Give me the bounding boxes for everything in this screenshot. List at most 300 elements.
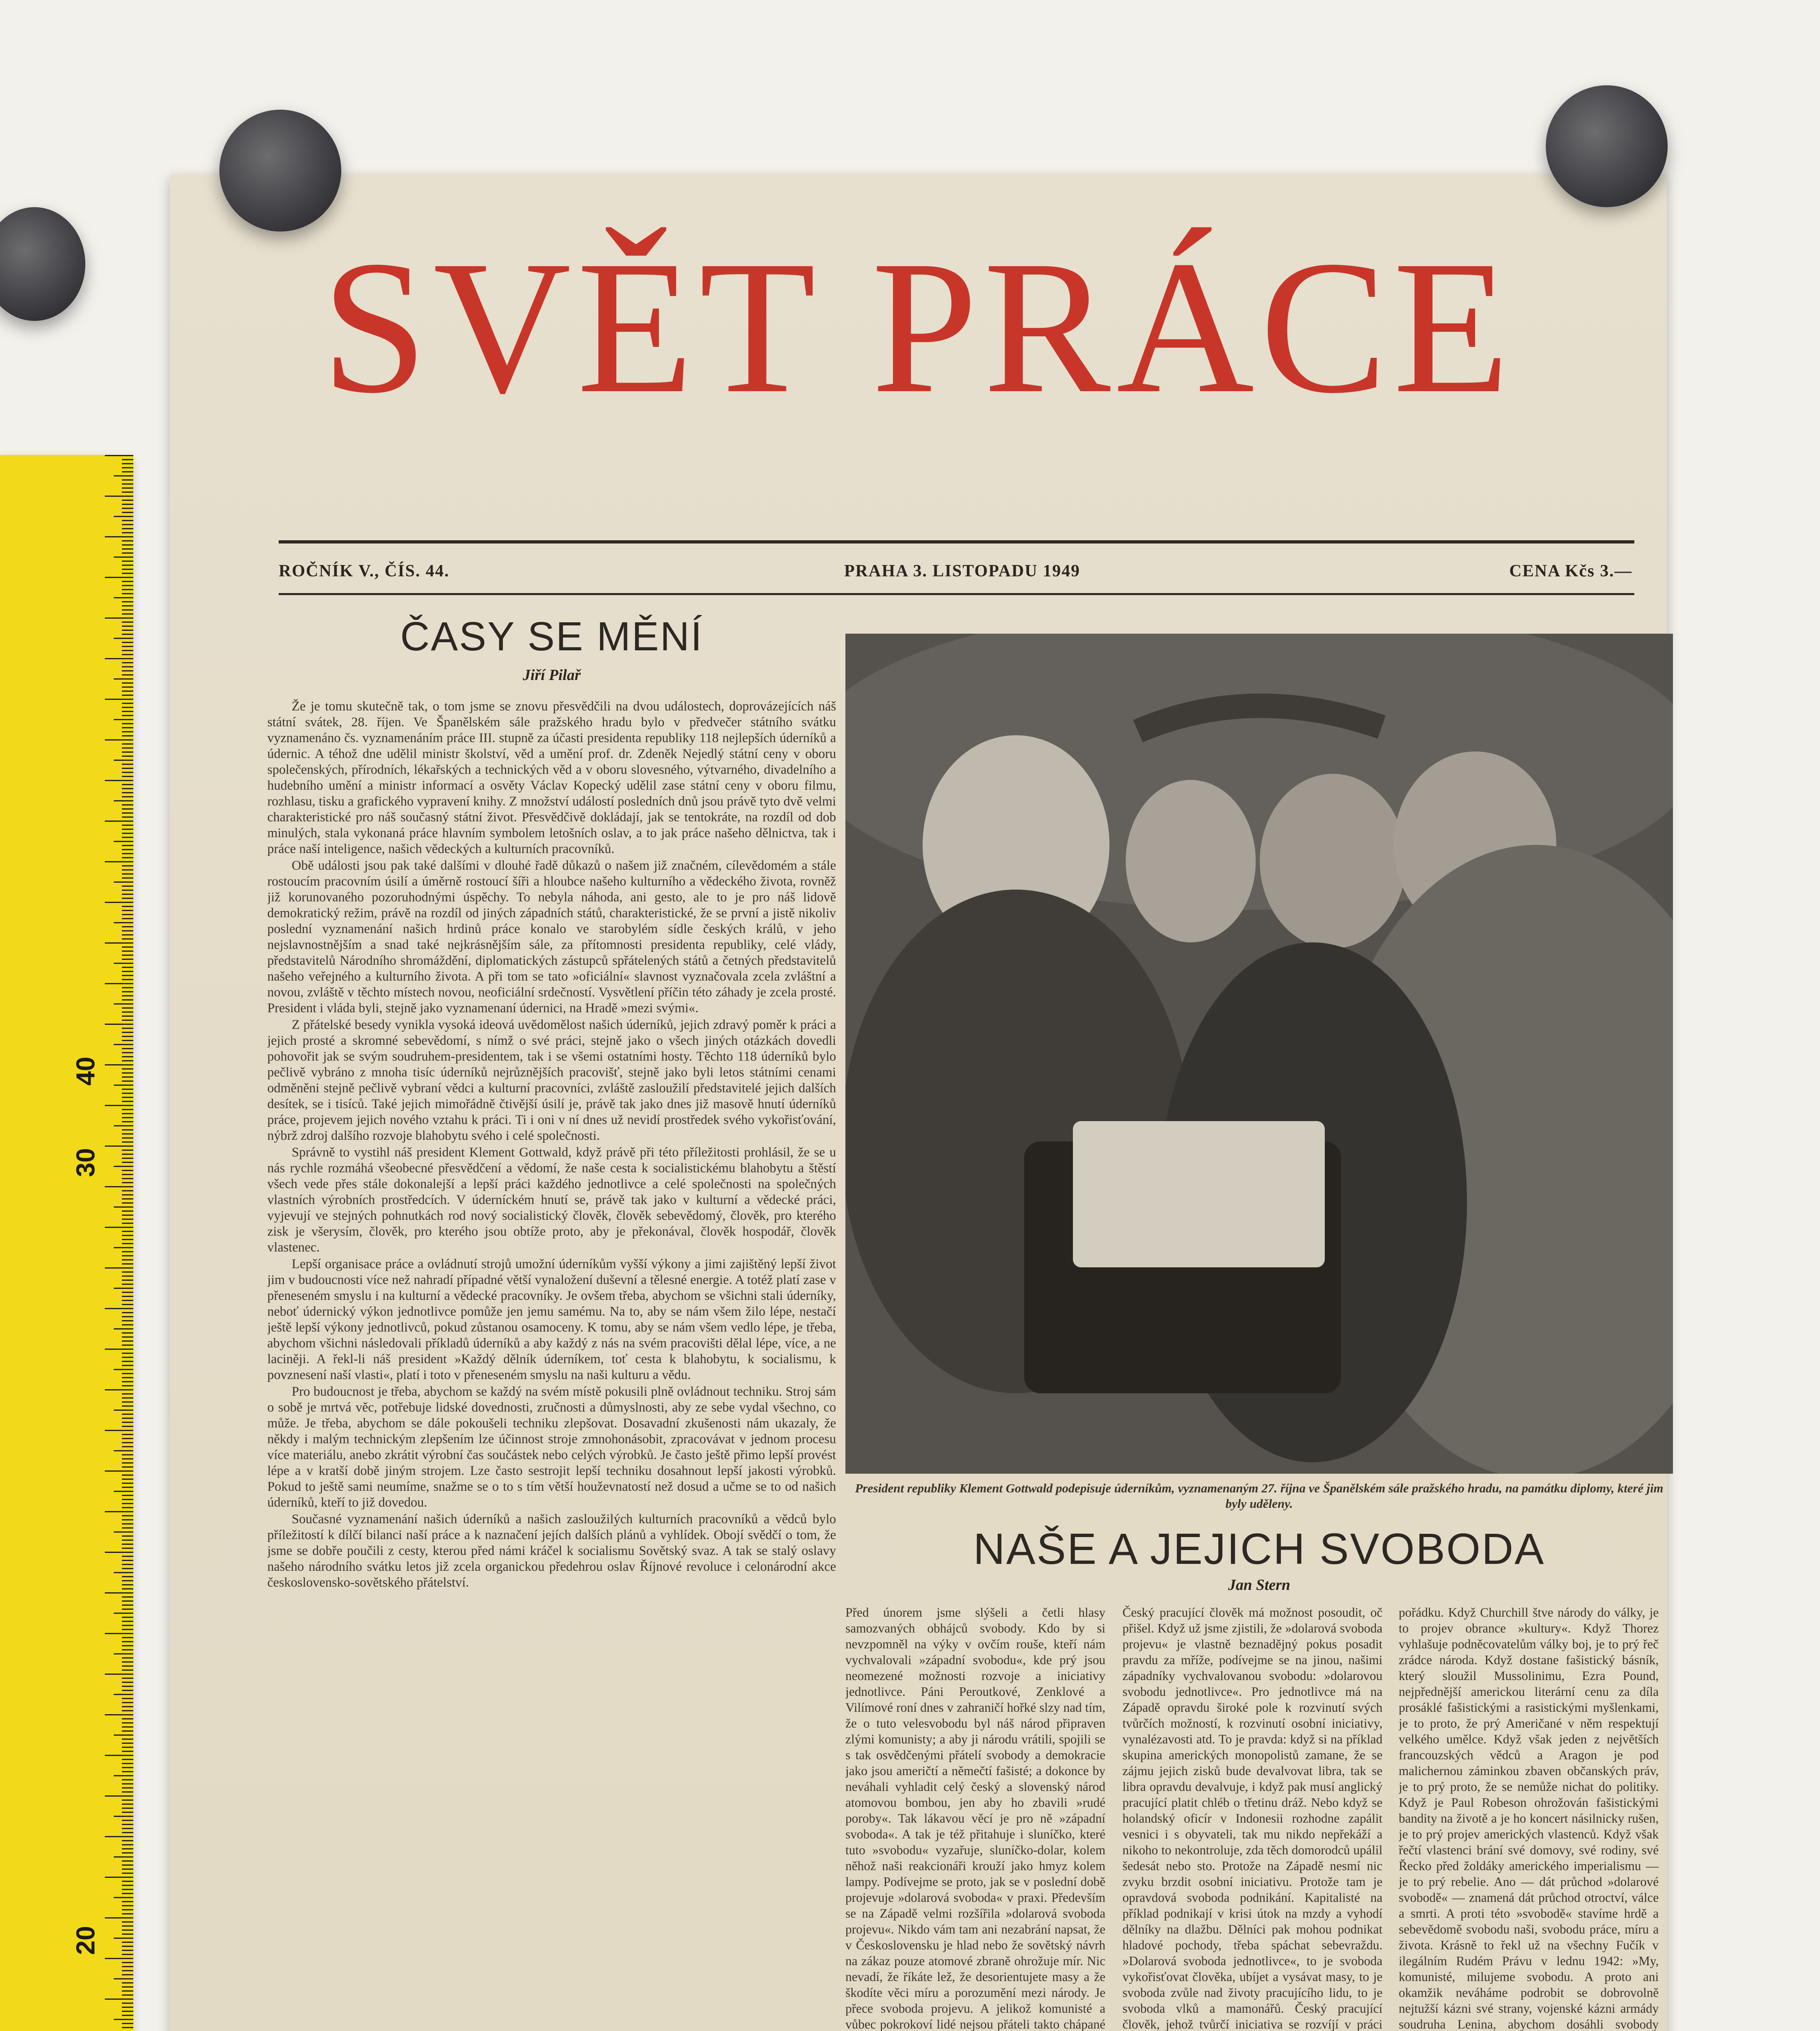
ruler-tick [122, 1032, 133, 1033]
ruler-tick [114, 1978, 133, 1979]
ruler-tick [122, 1052, 133, 1053]
ruler-tick [122, 1763, 133, 1764]
ruler-tick [122, 1296, 133, 1297]
ruler-tick [122, 1706, 133, 1707]
ruler-tick [122, 1905, 133, 1906]
ruler-tick [122, 1568, 133, 1569]
ruler-tick [122, 825, 133, 826]
article-column: Před únorem jsme slýšeli a četli hlasy samozvaných obhájců svobody. Kdo by si nevzpomněl na výky v ovčím rouše, kteří nám vychvalovali »západní svobodu«, kde prý jsou neomezené možnosti rozvoje a iniciativy jednotlivce. Páni Peroutkové, Zenklové a Vilímové roní dnes v zahraničí hořké slzy nad tím, že o tuto velesvobodu byl náš národ připraven zlými komunisty; a aby ji národu vrátili, spojili se s tak osvědčenými přátelí svobody a demokracie jako jsou američtí a němečtí fašisté; a dokonce by neváhali vyhladit celý český a slovenský národ atomovou bombou, jen aby ho zbavili »rudé poroby«. Tak lákavou věcí je pro ně »západní svoboda«. A tak je též přitahuje i sluníčko, které tuto »svobodu« vyzařuje, sluníčko-dolar, kolem něhož naši reakcionáři krouží jako hmyz kolem lampy. Podívejme se proto, jak se v poslední době projevuje »dolarová svoboda« v praxi. Především se na Západě velmi rozšířila »dolarová svoboda projevu«. Nikdo vám tam ani nezabrání napsat, že v Československu je hlad nebo že sovětský návrh na zákaz pouze atomové zbraně ohrožuje mír. Nic nevadí, že říkáte lež, že desorientujete masy a že škodíte věci míru a porozumění mezi národy. Je přece svoboda projevu. A jelikož komunisté a vůbec pokrokoví lidé nejsou přáteli takto chápané [845, 1605, 1105, 2031]
ruler-tick [122, 1458, 133, 1459]
ruler-tick [122, 544, 133, 546]
article-headline: ČASY SE MĚNÍ [400, 614, 703, 659]
ruler-tick [122, 1503, 133, 1504]
ruler-tick [122, 1007, 133, 1009]
ruler-tick [105, 1430, 133, 1431]
ruler-tick [122, 707, 133, 708]
ruler-tick [114, 1653, 133, 1654]
ruler-tick [122, 1625, 133, 1626]
ruler-tick [122, 1986, 133, 1988]
ruler-tick [105, 1349, 133, 1350]
ruler-tick [122, 991, 133, 992]
ruler-tick [122, 695, 133, 696]
ruler-tick [122, 1682, 133, 1683]
ruler-tick [122, 853, 133, 854]
ruler-tick [122, 483, 133, 485]
ruler-tick [105, 1999, 133, 2000]
ruler-tick [122, 1828, 133, 1829]
ruler-tick [122, 1527, 133, 1529]
ruler-tick [122, 487, 133, 489]
ruler-tick [122, 1381, 133, 1382]
paragraph: Současné vyznamenání našich úderníků a našich zasloužilých kulturních pracovníků a vědců bylo příležitostí k dílčí bilanci naší práce a k naznačení jejích dalších plánů a vyhlídek. Obojí svědčí o tom, že jsme se dobře poučili z cesty, kterou před námi kráčel k socialismu Sovětský svaz. A tak se stalý oslavy našeho národního svátku letos již zcela organickou předehrou oslav Říjnové revoluce i celonárodní akce československo-sovětského přátelství. [267, 1512, 836, 1590]
ruler-tick [122, 776, 133, 777]
ruler-tick [114, 1897, 133, 1898]
ruler-tick [122, 593, 133, 594]
ruler-tick [122, 1109, 133, 1110]
ruler-tick [122, 1645, 133, 1646]
ruler-tick [122, 1072, 133, 1074]
ruler-tick [122, 1873, 133, 1874]
ruler-tick [122, 1722, 133, 1724]
ruler-tick [122, 1280, 133, 1281]
ruler-tick [105, 821, 133, 822]
ruler-tick [105, 455, 133, 456]
ruler-tick [122, 955, 133, 956]
ruler-tick [122, 1097, 133, 1098]
ruler-tick [122, 1804, 133, 1805]
ruler-tick [122, 642, 133, 643]
ruler-tick [105, 1552, 133, 1553]
ruler-tick [105, 861, 133, 862]
ruler-tick [105, 739, 133, 741]
ruler-tick [114, 1450, 133, 1451]
ruler-tick [122, 654, 133, 655]
ruler-tick [122, 1739, 133, 1740]
ruler-tick [122, 1901, 133, 1902]
ruler-tick [122, 1353, 133, 1354]
ruler-tick [122, 1434, 133, 1435]
ruler-tick [122, 1162, 133, 1163]
ruler-tick [122, 1661, 133, 1663]
ruler-tick [122, 772, 133, 773]
ruler-tick [122, 833, 133, 834]
ruler-tick [122, 1970, 133, 1971]
ruler-tick [122, 1974, 133, 1975]
ruler-tick [105, 902, 133, 903]
ruler-tick [122, 1223, 133, 1224]
paragraph: Že je tomu skutečně tak, o tom jsme se znovu přesvědčili na dvou událostech, doprovázejících náš státní svátek, 28. říjen. Ve Španělském sále pražského hradu bylo v předvečer státního svátku vyznamenáno čs. vyznamenáním práce III. stupně za účasti presidenta republiky 118 nejlepších úderníků a údernic. A téhož dne udělil ministr školství, věd a umění prof. dr. Zdeněk Nejedlý státní ceny v oboru společenských, přírodních, lékařských a technických věd a v oboru slovesného, výtvarného, divadelního a hudebního umění a ministr informací a osvěty Václav Kopecký udělil zase státní ceny v oboru filmu, rozhlasu, tisku a grafického vypravení knihy. Z množství událostí posledních dnů jsou právě tyto dvě velmi charakteristické pro náš současný státní život. Přesvědčivě dokládají, jak se tentokráte, na rozdíl od dob minulých, stala vykonaná práce hlavním symbolem letošních oslav, a to jak práce našeho dělnictva, tak i práce naší inteligence, našich vědeckých a kulturních pracovníků. [267, 699, 836, 856]
ruler-tick [122, 764, 133, 765]
ruler-tick [122, 1487, 133, 1488]
ruler-tick [105, 983, 133, 984]
ruler-tick [122, 1446, 133, 1447]
ruler-tick [122, 747, 133, 749]
ruler-tick [114, 1775, 133, 1776]
ruler-tick [122, 1690, 133, 1691]
ruler-tick [122, 1499, 133, 1500]
ruler-tick [105, 658, 133, 659]
ruler-tick [114, 841, 133, 842]
ruler-tick [122, 1178, 133, 1179]
ruler-tick [122, 573, 133, 574]
ruler-tick [122, 1304, 133, 1305]
ruler-tick [122, 1710, 133, 1711]
ruler-tick [122, 1885, 133, 1886]
ruler-tick [122, 1154, 133, 1155]
ruler-tick [122, 1942, 133, 1943]
ruler-tick [105, 536, 133, 537]
ruler-tick [122, 906, 133, 907]
ruler-tick [122, 837, 133, 838]
ruler-tick [122, 1235, 133, 1236]
ruler-tick [122, 1588, 133, 1589]
ruler-tick [122, 816, 133, 818]
ruler-tick [122, 1584, 133, 1585]
ruler-tick [114, 1206, 133, 1208]
ruler-tick [122, 605, 133, 606]
ruler-number: 20 [71, 1926, 100, 1955]
ruler-tick [122, 1028, 133, 1029]
ruler-tick [122, 971, 133, 972]
ruler-tick [122, 520, 133, 521]
ruler-tick [114, 1247, 133, 1248]
ruler-tick [105, 1470, 133, 1472]
ruler-tick [122, 662, 133, 663]
ruler-tick [114, 1288, 133, 1289]
magnet [1546, 85, 1668, 207]
ruler-tick [122, 788, 133, 789]
masthead: SVĚT PRÁCE [321, 221, 1515, 433]
ruler-tick [122, 1263, 133, 1265]
ruler-tick [122, 926, 133, 927]
ruler-tick [122, 613, 133, 615]
ruler-tick [105, 1877, 133, 1878]
ruler-tick [114, 1328, 133, 1329]
ruler-tick [122, 569, 133, 570]
ruler-tick [122, 1259, 133, 1260]
ruler-tick [114, 963, 133, 964]
ruler-tick [122, 967, 133, 968]
ruler-tick [122, 621, 133, 623]
photo-illustration [845, 634, 1673, 1474]
ruler-tick [122, 585, 133, 586]
ruler-tick [122, 1751, 133, 1752]
ruler-tick [122, 1824, 133, 1825]
ruler-tick [122, 2015, 133, 2016]
ruler-tick [122, 1812, 133, 1813]
article-headline: NAŠE A JEJICH SVOBODA [973, 1524, 1545, 1573]
ruler-tick [122, 1345, 133, 1346]
ruler-tick [105, 1836, 133, 1837]
ruler-tick [122, 1336, 133, 1338]
ruler-tick [122, 1182, 133, 1183]
paragraph: Z přátelské besedy vynikla vysoká ideová uvědomělost našich úderníků, jejich zdravý poměr k práci a jejich prosté a skromné sebevědomí, s nímž o své práci, stejně jako o všech jiných otázkách dovedli pohovořit jak se svým soudruhem-presidentem, tak i se všemi ostatními hosty. Těchto 118 úderníků bylo pečlivě vybráno z mnoha tisíc úderníků nejrůznějších pracovišť, stejně jako byli letos státními cenami odměněni stejně pečlivě vybraní vědci a kulturní pracovníci, zvláště zasloužilí představitelé jejich dalších desítek, se i tisíců. Také jejich mimořádně čtivější úsilí je, právě tak jako dnes již masově hnutí úderníků práce, projevem jejich nového vztahu k práci. Ti i oni v ní dnes už nevidí prostředek svého vykořisťování, nýbrž zdroj dalšího rozvoje blahobytu svého i celé společnosti. [267, 1018, 836, 1143]
article-byline: Jiří Pilař [522, 667, 581, 684]
ruler-tick [122, 1414, 133, 1415]
ruler-tick [105, 617, 133, 619]
ruler-tick [122, 792, 133, 793]
ruler-tick [122, 1275, 133, 1277]
ruler-tick [114, 597, 133, 598]
ruler-tick [122, 1848, 133, 1849]
paragraph: Obě události jsou pak také dalšími v dlouhé řadě důkazů o našem již značném, cílevědomém a stále rostoucím pracovním úsilí a úměrně rostoucí šíři a hloubce našeho kulturního a vědeckého života, rovněž již korunovaného pozoruhodnými úspěchy. To nebyla náhoda, ani gesto, ale to je pro náš lidově demokratický režim, právě na rozdíl od jiných západních států, charakteristické, že se první a jistě nikoliv poslední vyznamenání našich hrdinů práce konalo ve starobylém sídle českých králů, v jeho nejslavnostnějším a snad také nejkrásnějším sále, za přítomnosti presidenta republiky, celé vlády, představitelů Národního shromáždění, diplomatických zástupců spřátelených států a četných představitelů našeho veřejného a kulturního života. A při tom se tato »oficiální« slavnost vyznačovala zcela zvláštní a novou, zvláště v těchto místech novou, neoficiální srdečností. Vysvětlení příčin této záhady je zcela prosté. President i vláda byli, stejně jako vyznamenaní údernici, na Hradě »mezi svými«. [267, 858, 836, 1016]
ruler-tick [122, 670, 133, 671]
ruler-tick [122, 1016, 133, 1017]
ruler-tick [122, 1292, 133, 1293]
ruler-tick [122, 1137, 133, 1139]
ruler-tick [122, 1860, 133, 1862]
ruler-tick [122, 930, 133, 931]
ruler-tick [105, 1795, 133, 1797]
ruler-tick [122, 1869, 133, 1870]
ruler-tick [114, 638, 133, 639]
ruler-tick [122, 1466, 133, 1468]
ruler-tick [122, 1893, 133, 1894]
ruler-tick [122, 2003, 133, 2004]
ruler-tick [122, 999, 133, 1000]
ruler-tick [122, 650, 133, 651]
ruler-tick [105, 699, 133, 700]
ruler-tick [122, 987, 133, 988]
ruler-tick [122, 1580, 133, 1581]
magnet [0, 207, 85, 321]
news-photo [845, 634, 1673, 1474]
ruler-tick [122, 735, 133, 736]
ruler-tick [122, 1864, 133, 1866]
ruler-tick [114, 881, 133, 883]
ruler-tick [122, 1393, 133, 1394]
ruler-tick [122, 512, 133, 513]
ruler-tick [122, 1791, 133, 1793]
ruler-tick [114, 1369, 133, 1370]
ruler-tick [122, 1190, 133, 1191]
paragraph: Pro budoucnost je třeba, abychom se každý na svém místě pokusili plně ovládnout techniku. Stroj sám o sobě je mrtvá věc, potřebuje lidské dovednosti, zručnosti a důmyslnosti, aby ze sebe vydal všechno, co může. Je třeba, abychom se dále pokoušeli techniku zlepšovat. Dosavadní zkušenosti nám ukazaly, že někdy i malým technickým zlepšením lze účinnost stroje zmnohonásobit, zpracovávat v jednom procesu více materiálu, anebo zkrátit výrobní čas součástek nebo celých výrobků. Je často ještě přimo lepší provést lépe a v kratší době jiným strojem. Lze často sestrojit lepší techniku dosahnout lepší jakosti výrobků. Pokud to ještě sami neumíme, snažme se o to s tím větší houževnatostí než dosud a učme se to od našich úderníků, kteří to již dovedou. [267, 1384, 836, 1510]
ruler-tick [122, 1564, 133, 1565]
ruler-tick [122, 686, 133, 688]
ruler-tick [122, 471, 133, 472]
ruler-tick [114, 1085, 133, 1086]
ruler-tick [122, 808, 133, 810]
ruler-tick [122, 1215, 133, 1216]
ruler-tick [122, 1121, 133, 1122]
ruler-tick [122, 1617, 133, 1618]
ruler-tick [122, 995, 133, 996]
ruler-tick [122, 1743, 133, 1744]
ruler-tick [122, 751, 133, 753]
ruler-tick [122, 1198, 133, 1200]
article-column: Český pracující člověk má možnost posoudit, oč přišel. Když už jsme zjistili, že »dolarová svoboda projevu« je vlastně beznadějný pokus posadit pravdu za mříže, podívejme se na jinou, našimi západníky vychvalovanou svobodu: »dolarovou svobodu jednotlivce«. Pro jednotlivce má na Západě opravdu široké pole k rozvinutí svých tvůrčích možností, k rozvinutí osobní iniciativy, vynalézavosti atd. To je pravda: když si na příklad skupina amerických monopolistů zamane, že se zájmu jejich zisků bude devalvovat libra, tak se libra opravdu devalvuje, i když pak musí anglický pracující platit chléb o třetinu dráž. Nebo když se holandský oficír v Indonesii rozhodne zapálit vesnici i s obyvateli, tak mu nikdo nepřekáží a nikoho to nekontroluje, zda těch domorodců upálil šedesát nebo sto. Protože na Západě nesmí nic zvyku brzdit osobní iniciativu. Protože tam je opravdová svoboda podnikání. Kapitalisté na příklad podnikají v krisi útok na mzdy a vyhodí dělníky na dlažbu. Dělníci pak mohou podnikat hladové pochody, třeba spáchat sebevraždu. »Dolarová svoboda jednotlivce«, to je svoboda vykořisťovat člověka, ubíjet a vysávat masy, to je svoboda zvůle nad životy pracujícího lidu, to je svoboda vlků a mamonářů. Český pracující člověk, jehož tvůrčí iniciativa se rozvíjí v práci [1122, 1605, 1382, 2031]
ruler-tick [122, 918, 133, 919]
ruler-tick [122, 1158, 133, 1159]
ruler-tick [114, 1125, 133, 1126]
ruler-tick [122, 1255, 133, 1256]
ruler-tick [122, 1718, 133, 1719]
ruler-tick [122, 1779, 133, 1780]
ruler-tick [122, 601, 133, 602]
ruler-tick [122, 1373, 133, 1374]
ruler-tick [122, 1150, 133, 1151]
ruler-tick [122, 1174, 133, 1175]
ruler-tick [122, 1840, 133, 1841]
ruler-tick [122, 812, 133, 814]
ruler-tick [105, 1105, 133, 1106]
ruler-tick [122, 1921, 133, 1923]
ruler-tick [122, 1170, 133, 1171]
ruler-tick [122, 459, 133, 460]
ruler-tick [105, 1511, 133, 1512]
ruler-tick [122, 979, 133, 980]
ruler-number: 30 [71, 1148, 100, 1177]
article-byline: Jan Stern [1228, 1576, 1291, 1594]
ruler-tick [122, 1519, 133, 1520]
ruler-tick [105, 496, 133, 497]
ruler-tick [122, 552, 133, 554]
ruler-tick [122, 1767, 133, 1768]
ruler-tick [114, 475, 133, 476]
ruler-tick [122, 910, 133, 911]
ruler-tick [114, 800, 133, 801]
ruler-tick [122, 1401, 133, 1403]
ruler-tick [122, 1340, 133, 1342]
ruler-tick [122, 463, 133, 464]
ruler-tick [114, 556, 133, 558]
ruler-tick [122, 804, 133, 805]
ruler-tick [122, 1994, 133, 1996]
ruler-tick [122, 1820, 133, 1821]
ruler-tick [105, 1227, 133, 1228]
ruler-tick [122, 784, 133, 785]
ruler-tick [122, 1060, 133, 1061]
ruler-tick [114, 516, 133, 517]
ruler-tick [105, 942, 133, 944]
ruler-tick [122, 768, 133, 769]
ruler-tick [122, 589, 133, 590]
ruler-tick [114, 2019, 133, 2020]
ruler-tick [105, 1958, 133, 1959]
ruler-tick [122, 1596, 133, 1598]
ruler-tick [114, 1410, 133, 1411]
ruler-tick [122, 1726, 133, 1728]
ruler-tick [114, 1938, 133, 1939]
ruler-tick [122, 1881, 133, 1882]
ruler-tick [122, 1418, 133, 1419]
ruler-tick [122, 894, 133, 895]
ruler-tick [122, 938, 133, 940]
ruler-tick [122, 1799, 133, 1801]
ruler-tick [122, 548, 133, 550]
ruler-tick [122, 1913, 133, 1914]
ruler-tick [122, 508, 133, 509]
ruler-tick [122, 2011, 133, 2012]
ruler-tick [122, 646, 133, 647]
ruler-tick [122, 1479, 133, 1480]
ruler-tick [114, 760, 133, 761]
ruler-tick [122, 1621, 133, 1622]
ruler-tick [122, 1320, 133, 1321]
ruler-tick [122, 951, 133, 952]
ruler-tick [105, 1145, 133, 1147]
ruler-tick [122, 1284, 133, 1285]
ruler-tick [122, 1093, 133, 1094]
ruler-tick [122, 2027, 133, 2028]
ruler-tick [122, 703, 133, 704]
ruler-tick [122, 1210, 133, 1212]
ruler-tick [122, 1011, 133, 1013]
ruler-tick [122, 1604, 133, 1606]
ruler-tick [122, 1324, 133, 1325]
ruler-tick [122, 1048, 133, 1049]
ruler-tick [122, 1649, 133, 1650]
ruler-tick [122, 1698, 133, 1699]
ruler-tick [122, 1669, 133, 1671]
ruler-tick [114, 1003, 133, 1005]
ruler-tick [122, 1544, 133, 1545]
ruler-tick [105, 1024, 133, 1025]
ruler-tick [122, 1129, 133, 1130]
ruler-tick [122, 1507, 133, 1508]
ruler-tick [122, 1954, 133, 1955]
yellow-ruler-left [0, 455, 133, 2031]
ruler-tick [122, 1475, 133, 1476]
ruler-tick [122, 666, 133, 667]
ruler-tick [122, 1641, 133, 1642]
dateline: PRAHA 3. LISTOPADU 1949 [844, 562, 1081, 580]
ruler-tick [105, 1064, 133, 1065]
ruler-tick [122, 873, 133, 875]
ruler-tick [122, 1523, 133, 1524]
ruler-tick [122, 1036, 133, 1037]
ruler-number: 40 [71, 1057, 100, 1086]
ruler-tick [122, 1889, 133, 1890]
ruler-tick [105, 1714, 133, 1715]
ruler-tick [105, 780, 133, 781]
ruler-tick [114, 1531, 133, 1533]
ruler-tick [122, 1787, 133, 1788]
price: CENA Kčs 3.— [1509, 562, 1632, 580]
ruler-tick [122, 561, 133, 562]
ruler-tick [122, 1251, 133, 1252]
ruler-tick [114, 1166, 133, 1167]
ruler-tick [122, 865, 133, 866]
ruler-tick [122, 1925, 133, 1927]
ruler-tick [122, 1068, 133, 1070]
ruler-tick [122, 723, 133, 724]
ruler-tick [122, 756, 133, 757]
ruler-tick [122, 565, 133, 566]
ruler-tick [122, 540, 133, 541]
ruler-tick [122, 1300, 133, 1301]
ruler-tick [122, 1316, 133, 1317]
ruler-tick [122, 2023, 133, 2024]
ruler-tick [122, 1361, 133, 1362]
ruler-tick [122, 467, 133, 468]
ruler-tick [122, 1946, 133, 1947]
ruler-tick [122, 1101, 133, 1102]
ruler-tick [122, 869, 133, 870]
ruler-tick [105, 1389, 133, 1390]
ruler-tick [122, 581, 133, 582]
ruler-tick [122, 1483, 133, 1484]
ruler-tick [122, 829, 133, 830]
ruler-tick [122, 877, 133, 879]
ruler-tick [122, 1133, 133, 1135]
ruler-tick [122, 1665, 133, 1667]
ruler-tick [122, 1747, 133, 1748]
ruler-tick [122, 1089, 133, 1090]
ruler-tick [122, 1385, 133, 1386]
ruler-tick [122, 715, 133, 716]
ruler-tick [122, 1629, 133, 1630]
